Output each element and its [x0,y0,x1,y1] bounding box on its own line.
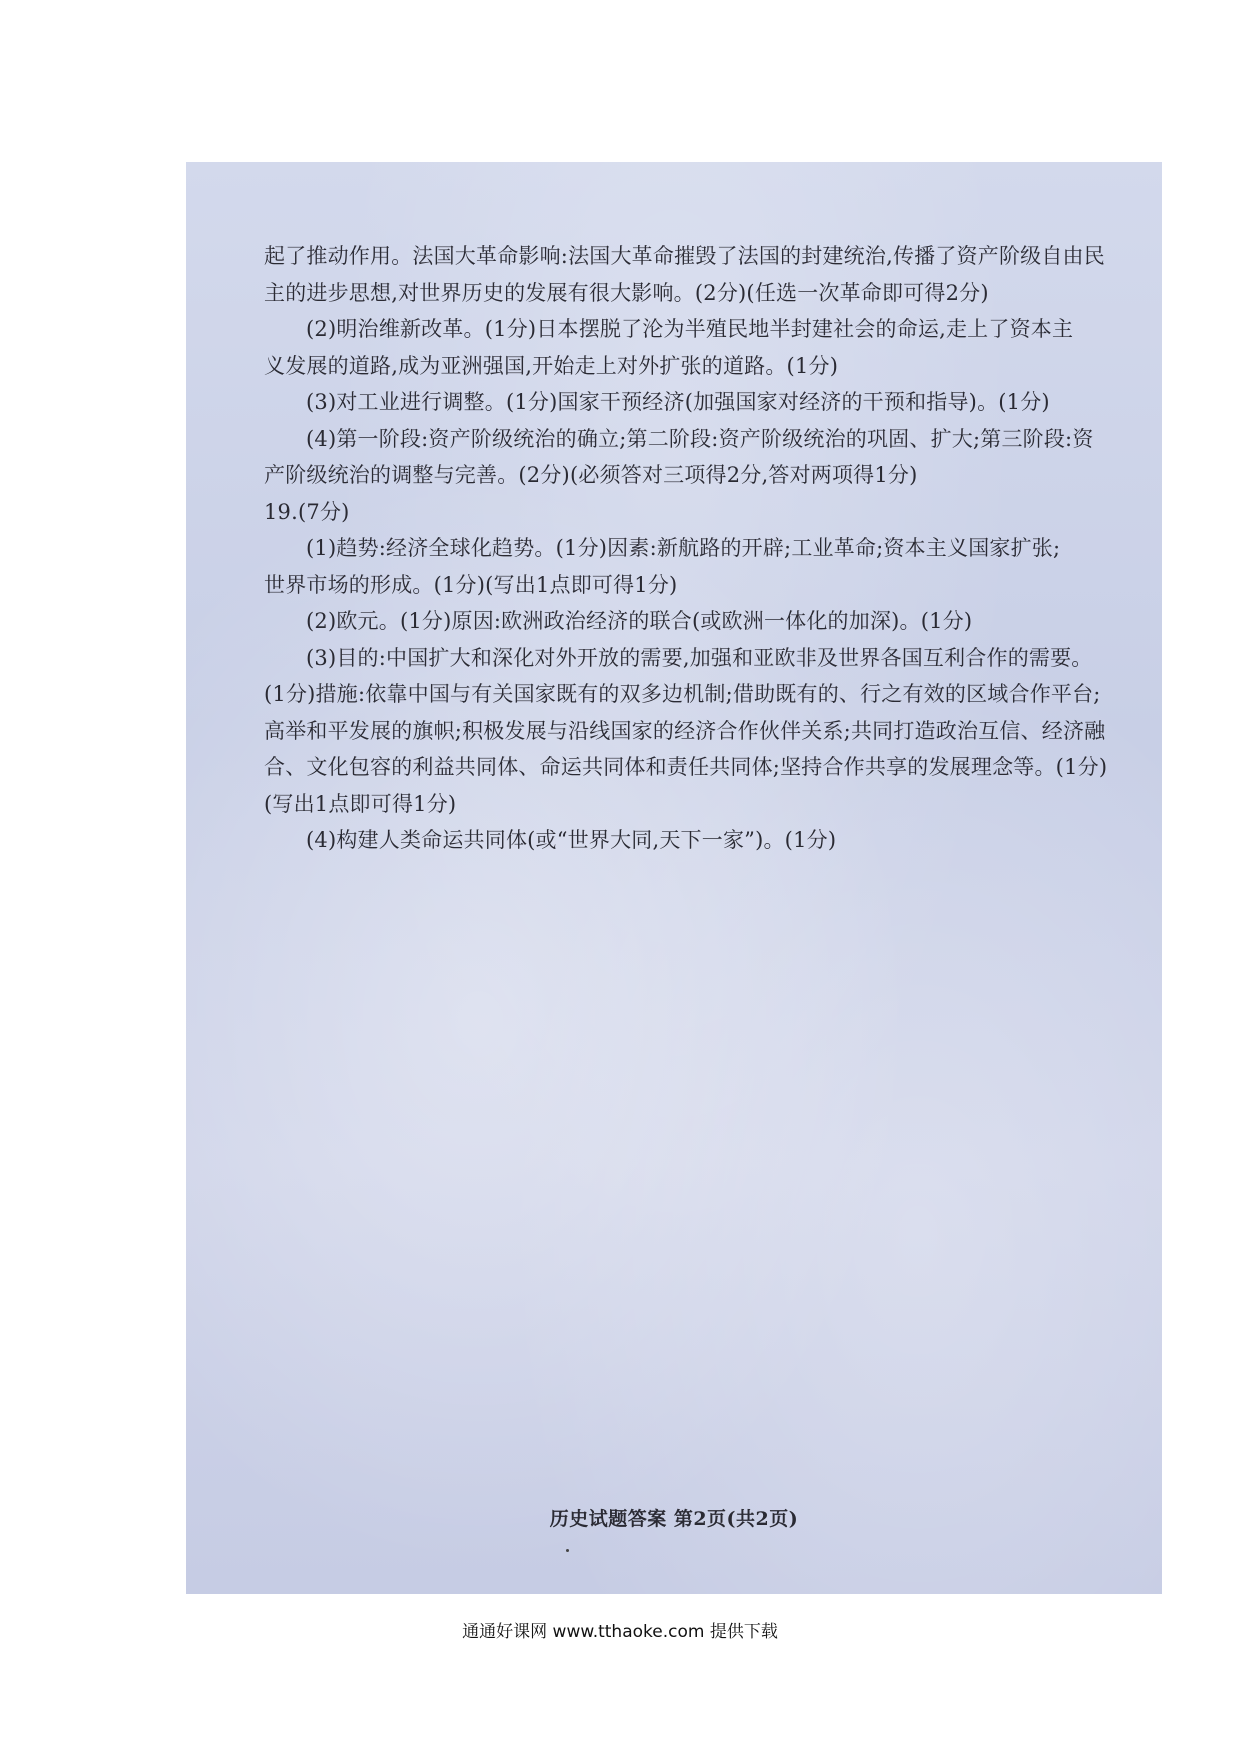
scan-speck [566,1549,569,1552]
answer-line: 高举和平发展的旗帜;积极发展与沿线国家的经济合作伙伴关系;共同打造政治互信、经济融 [264,718,1106,743]
answer-line: (4)构建人类命运共同体(或“世界大同,天下一家”)。(1分) [306,828,837,852]
answer-line: (2)明治维新改革。(1分)日本摆脱了沦为半殖民地半封建社会的命运,走上了资本主 [306,317,1074,341]
answer-line: 义发展的道路,成为亚洲强国,开始走上对外扩张的道路。(1分) [264,353,839,378]
answer-text-block [264,238,1144,859]
answer-line: 产阶级统治的调整与完善。(2分)(必须答对三项得2分,答对两项得1分) [264,463,918,487]
page-footer-label: 历史试题答案 第2页(共2页) [549,1508,799,1530]
answer-line: (2)欧元。(1分)原因:欧洲政治经济的联合(或欧洲一体化的加深)。(1分) [306,609,973,633]
answer-line: (4)第一阶段:资产阶级统治的确立;第二阶段:资产阶级统治的巩固、扩大;第三阶段:资 [306,426,1094,451]
answer-line: 19.(7分) [264,499,350,524]
download-source-note: 通通好课网 www.tthaoke.com 提供下载 [462,1622,778,1642]
answer-line: (1分)措施:依靠中国与有关国家既有的双多边机制;借助既有的、行之有效的区域合作平台; [264,682,1101,706]
answer-line: 主的进步思想,对世界历史的发展有很大影响。(2分)(任选一次革命即可得2分) [264,280,989,305]
answer-line: (3)对工业进行调整。(1分)国家干预经济(加强国家对经济的干预和指导)。(1分) [306,390,1050,414]
answer-line: 世界市场的形成。(1分)(写出1点即可得1分) [264,572,678,597]
answer-line: (3)目的:中国扩大和深化对外开放的需要,加强和亚欧非及世界各国互利合作的需要。 [306,645,1093,670]
scanned-page [186,162,1162,1594]
answer-line: (写出1点即可得1分) [264,791,457,816]
answer-line: 起了推动作用。法国大革命影响:法国大革命摧毁了法国的封建统治,传播了资产阶级自由民 [264,244,1105,268]
answer-line: 合、文化包容的利益共同体、命运共同体和责任共同体;坚持合作共享的发展理念等。(1分) [264,755,1108,779]
answer-line: (1)趋势:经济全球化趋势。(1分)因素:新航路的开辟;工业革命;资本主义国家扩张; [306,536,1061,560]
